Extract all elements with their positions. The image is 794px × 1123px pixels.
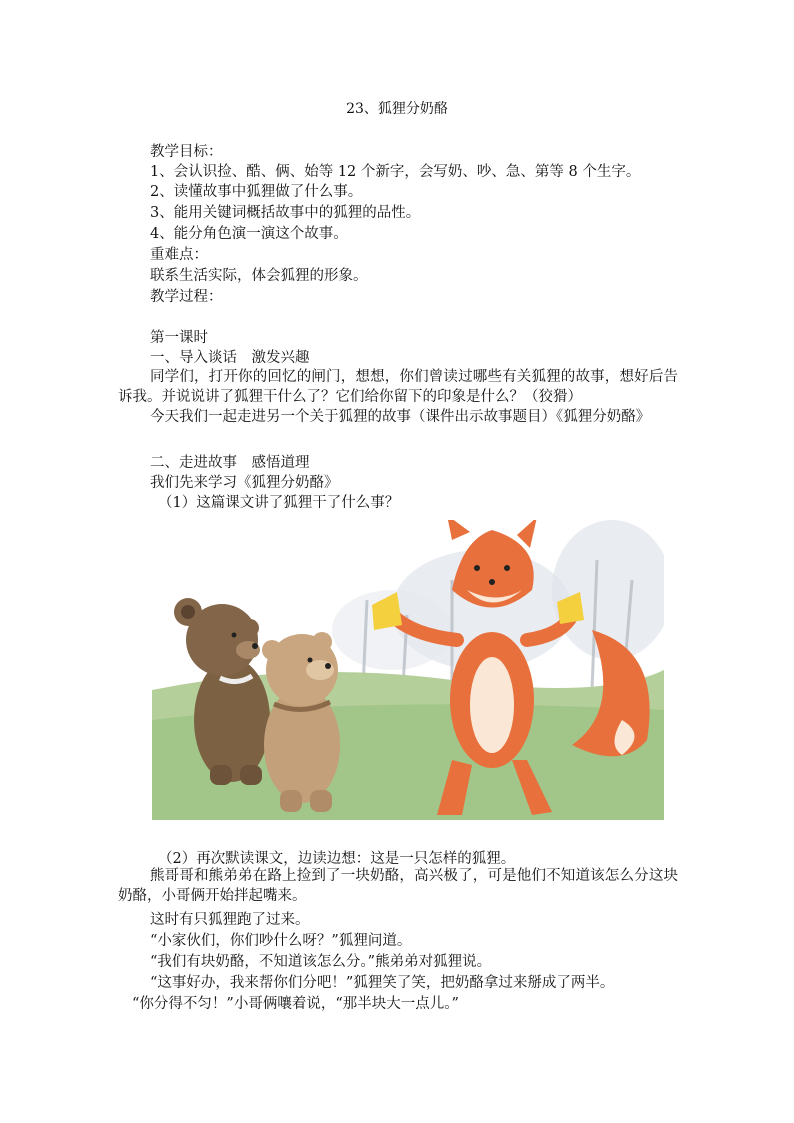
study-line: 我们先来学习《狐狸分奶酪》: [150, 475, 339, 491]
key-text: 联系生活实际，体会狐狸的形象。: [150, 268, 368, 284]
story-line: 这时有只狐狸跑了过来。: [150, 912, 310, 928]
story-line: “这事好办，我来帮你们分吧！”狐狸笑了笑，把奶酪拿过来掰成了两半。: [150, 975, 615, 991]
goal-item: 1、会认识捡、酷、俩、始等 12 个新字，会写奶、吵、急、第等 8 个生字。: [150, 164, 641, 180]
document-title: 23、狐狸分奶酪: [346, 101, 448, 117]
goal-item: 2、读懂故事中狐狸做了什么事。: [150, 184, 363, 200]
goal-item: 4、能分角色演一演这个故事。: [150, 226, 348, 242]
section-heading: 一、导入谈话 激发兴趣: [150, 350, 310, 366]
story-line: “你分得不匀！”小哥俩嚷着说，“那半块大一点儿。”: [132, 996, 459, 1012]
story-line: “我们有块奶酪，不知道该怎么分。”熊弟弟对狐狸说。: [150, 954, 492, 970]
question: （2）再次默读课文，边读边想：这是一只怎样的狐狸。: [158, 851, 516, 867]
paragraph: 同学们，打开你的回忆的闸门，想想，你们曾读过哪些有关狐狸的故事，想好后告诉我。并说说讲了狐狸干什么了？它们给你留下的印象是什么？（狡猾）: [118, 369, 678, 405]
story-illustration: [152, 520, 664, 820]
goals-heading: 教学目标：: [150, 144, 223, 160]
process-heading: 教学过程：: [150, 289, 223, 305]
paragraph: 今天我们一起走进另一个关于狐狸的故事（课件出示故事题目）《狐狸分奶酪》: [150, 409, 651, 425]
section-heading: 二、走进故事 感悟道理: [150, 455, 310, 471]
goal-item: 3、能用关键词概括故事中的狐狸的品性。: [150, 205, 421, 221]
question: （1）这篇课文讲了狐狸干了什么事？: [158, 495, 400, 511]
lesson-heading: 第一课时: [150, 330, 208, 346]
key-heading: 重难点：: [150, 247, 208, 263]
paragraph: 熊哥哥和熊弟弟在路上捡到了一块奶酪，高兴极了，可是他们不知道该怎么分这块奶酪，小哥俩开始拌起嘴来。: [118, 868, 678, 904]
story-line: “小家伙们，你们吵什么呀？”狐狸问道。: [150, 933, 412, 949]
